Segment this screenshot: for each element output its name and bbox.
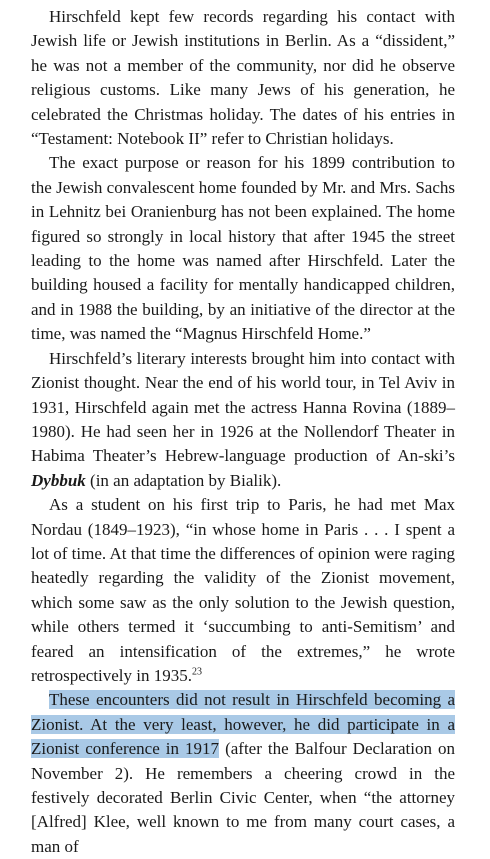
book-page xyxy=(31,5,455,859)
paragraph-3-text-a: Hirschfeld’s literary interests brought him into contact with Zionist thought. Near the end of his world tour, in Tel Aviv in 1931, Hirschfeld again met the actress Hanna Rovina (1889–1980). He had seen her in 1926 at the Nollendorf Theater in Habima Theater’s Hebrew-language production of An-ski’s xyxy=(31,348,455,466)
paragraph-3-text-b: (in an adaptation by Bialik). xyxy=(85,470,282,490)
paragraph-4 xyxy=(31,493,455,688)
paragraph-2-text: The exact purpose or reason for his 1899 contribution to the Jewish convalescent home founded by Mr. and Mrs. Sachs in Lehnitz bei Oranienburg has not been explained. The home figured so strongly in local history that after 1945 the street leading to the home was named after Hirschfeld. Later the building housed a facility for mentally handicapped children, and in 1988 the building, by an initiative of the director at the time, was named the “Magnus Hirschfeld Home.” xyxy=(31,153,455,344)
footnote-ref-23: 23 xyxy=(192,666,202,678)
highlighted-text[interactable]: These encounters did not result in Hirschfeld becoming a Zionist. At the very least, however, he did participate in a Zionist conference in 1917 xyxy=(31,690,455,759)
paragraph-3 xyxy=(31,347,455,493)
paragraph-2 xyxy=(31,151,455,346)
paragraph-1 xyxy=(31,5,455,151)
paragraph-4-text: As a student on his first trip to Paris, he had met Max Nordau (1849–1923), “in whose home in Paris . . . I spent a lot of time. At that time the differences of opinion were raging heatedly regarding the validity of the Zionist movement, which some saw as the only solution to the Jewish question, while others termed it ‘succumbing to anti-Semitism’ and feared an intensification of the extremes,” he wrote retrospectively in 1935. xyxy=(31,495,455,685)
dybbuk-title: Dybbuk xyxy=(31,470,86,490)
paragraph-1-text: Hirschfeld kept few records regarding his contact with Jewish life or Jewish institutions in Berlin. As a “dissident,” he was not a member of the community, nor did he observe religious customs. Like many Jews of his generation, he celebrated the Christmas holiday. The dates of his entries in “Testament: Notebook II” refer to Christian holidays. xyxy=(31,7,455,149)
paragraph-5 xyxy=(31,688,455,859)
paragraph-5-text: (after the Balfour Declaration on November 2). He remembers a cheering crowd in the festively decorated Berlin Civic Center, when “the attorney [Alfred] Klee, well known to me from many court cases, a man of xyxy=(31,739,455,856)
